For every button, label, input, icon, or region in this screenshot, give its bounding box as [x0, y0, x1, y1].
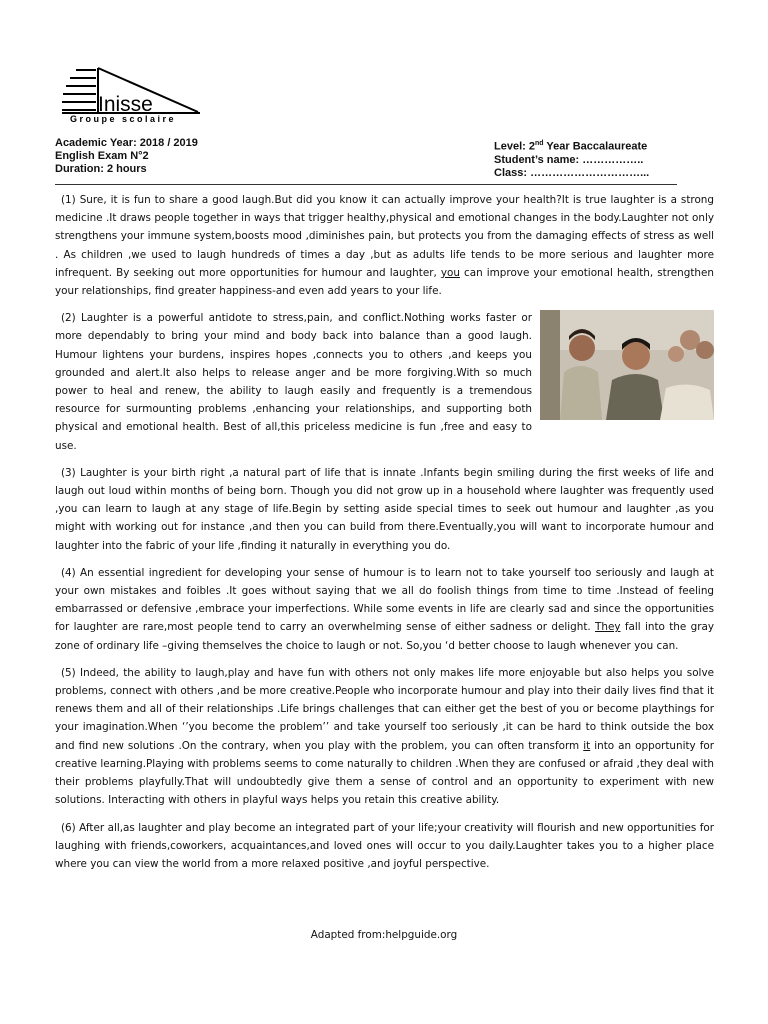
paragraph-5: (5) Indeed, the ability to laugh,play and have fun with others not only makes life more enjoyable but also helps you solve problems, connect with others ,and be more creative.People who incorporate humour and play into their daily lives find that it renews them and all of their relationships .Life brings challenges that can either get the best of you or become playthings for your imagination.When ‘’you become the problem’’ and take yourself too seriously ,it can be hard to think outside the box and find new solutions .On the contrary, when you play with the problem, you can often transform it into an opportunity for creative learning.Playing with problems seems to come naturally to children .When they are confused or afraid ,they deal with their problems playfully.That will undoubtedly give them a sense of control and an opportunity to experiment with new solutions. Interacting with others in playful ways helps you retain this creative ability.: [55, 666, 714, 807]
paragraph-4: (4) An essential ingredient for developing your sense of humour is to learn not to take yourself too seriously and laugh at your own mistakes and foibles .It goes without saying that we all do foolish things from time to time .Instead of feeling embarrassed or defensive ,embrace your imperfections. While some events in life are clearly sad and since the opportunities for laughter are rare,most people tend to carry an overwhelming sense of either sadness or delight. They fall into the gray zone of ordinary life –giving themselves the choice to laugh or not. So,you ‘d better choose to laugh whenever you can.: [55, 566, 714, 652]
laughing-people-photo: [540, 310, 714, 420]
logo-subtitle: Groupe scolaire: [70, 114, 177, 124]
header-divider: [55, 184, 677, 185]
school-logo: [58, 64, 208, 124]
student-name-field: Student’s name: ……………..: [494, 153, 644, 166]
exam-header-left: [55, 137, 198, 176]
level: Level: 2nd Year Baccalaureate: [494, 140, 648, 153]
paragraph-2: (2) Laughter is a powerful antidote to stress,pain, and conflict.Nothing works faster or more dependably to bring your mind and body back into balance than a good laugh. Humour lightens your burdens, inspires hopes ,connects you to others ,and keeps you grounded and alert.It also helps to release anger and be more forgiving.With so much power to heal and renew, the ability to laugh easily and frequently is a tremendous resource for surmounting problems ,enhancing your relationships, and supporting both physical and emotional health. Best of all,this priceless medicine is fun ,free and easy to use.: [55, 309, 714, 455]
class-field: Class: …………………………...: [494, 166, 650, 179]
paragraph-1: (1) Sure, it is fun to share a good laugh.But did you know it can actually improve your health?It is true laughter is a strong medicine .It draws people together in ways that trigger healthy,physical and emotional changes in the body.Laughter not only strengthens your immune system,boosts mood ,diminishes pain, but protects you from the damaging effects of stress as well . As children ,we used to laugh hundreds of times a day ,but as adults life tends to be more serious and laughter more infrequent. By seeking out more opportunities for humour and laughter, you can improve your emotional health, strengthen your relationships, find greater happiness-and even add years to your life.: [55, 194, 714, 298]
exam-header-right: [494, 137, 649, 180]
exam-duration: Duration: 2 hours: [55, 163, 147, 175]
logo-name: Inisse: [98, 93, 153, 116]
academic-year: Academic Year: 2018 / 2019: [55, 137, 198, 149]
paragraph-3: (3) Laughter is your birth right ,a natural part of life that is innate .Infants begin smiling during the first weeks of life and laugh out loud within months of being born. Though you did not grow up in a household where laughter was frequently used ,you can learn to laugh at any stage of life.Begin by setting aside special times to seek out humour and laughter ,as you might with working out for instance ,and then you can build from there.Eventually,you will want to incorporate humour and laughter into the fabric of your life ,finding it naturally in everything you do.: [55, 466, 714, 552]
reading-text: [55, 191, 714, 882]
source-credit: Adapted from:helpguide.org: [310, 929, 458, 941]
paragraph-6: (6) After all,as laughter and play become an integrated part of your life;your creativity will flourish and new opportunities for laughing with friends,coworkers, acquaintances,and loved ones will occur to you daily.Laughter takes you to a higher place where you can view the world from a more relaxed positive ,and joyful perspective.: [55, 821, 714, 870]
exam-title: English Exam N°2: [55, 150, 149, 162]
